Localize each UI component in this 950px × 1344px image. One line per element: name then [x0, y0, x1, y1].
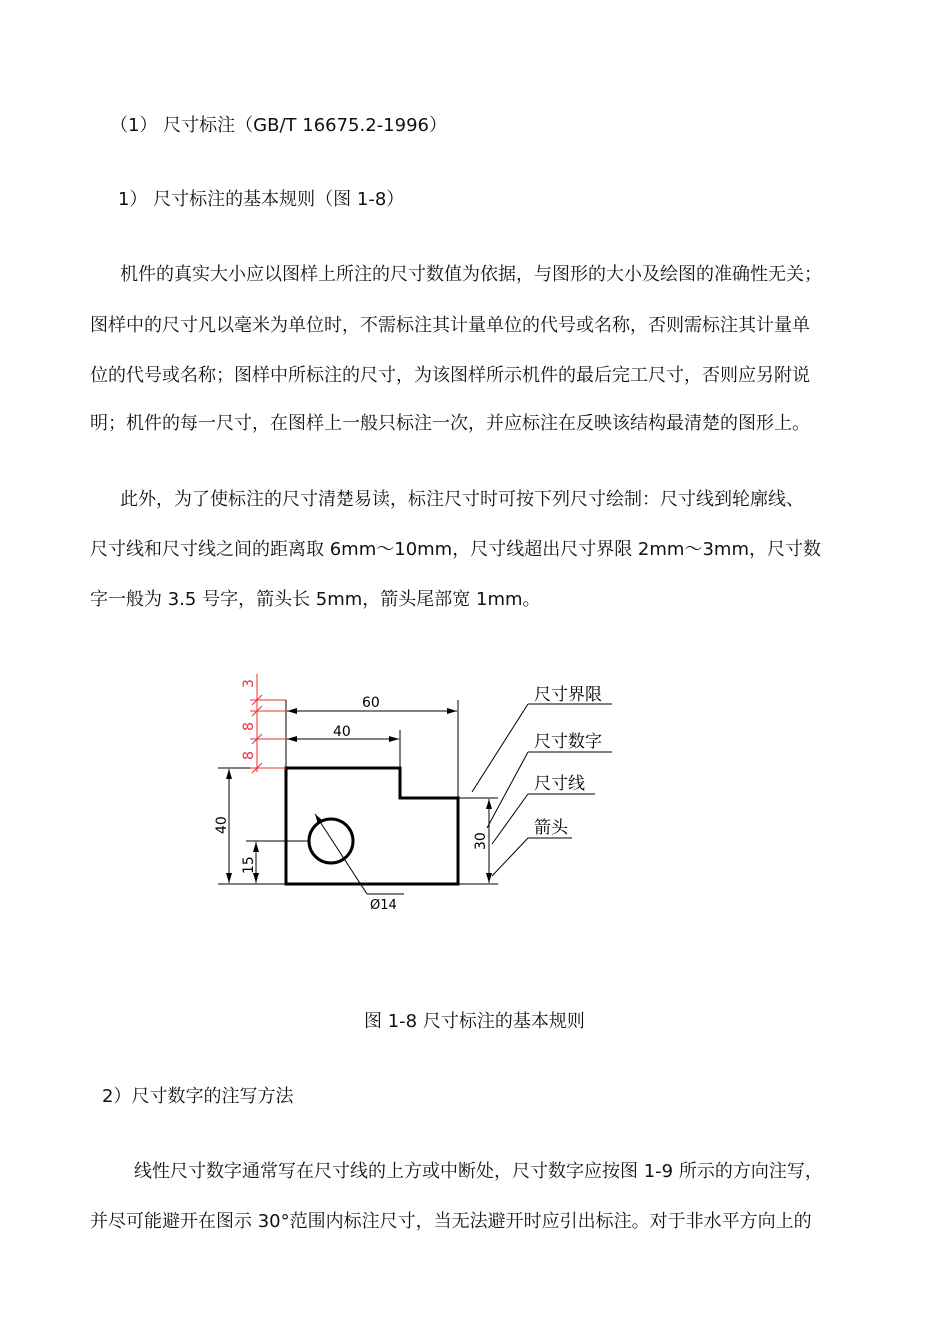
callout-line-label: 尺寸线 — [534, 774, 585, 794]
part-outline — [286, 768, 458, 884]
dimension-figure-svg — [200, 664, 640, 924]
dimension-15-label: 15 — [241, 856, 257, 874]
diameter-label: Ø14 — [370, 898, 397, 913]
paragraph-1-line-4: 明；机件的每一尺寸，在图样上一般只标注一次，并应标注在反映该结构最清楚的图形上。 — [90, 413, 810, 434]
callout-arrow-label: 箭头 — [534, 818, 568, 838]
section-heading-3: 2）尺寸数字的注写方法 — [102, 1086, 294, 1107]
dimension-60-label: 60 — [362, 695, 380, 711]
hole-circle — [309, 819, 353, 863]
paragraph-3-line-1: 线性尺寸数字通常写在尺寸线的上方或中断处，尺寸数字应按图 1-9 所示的方向注写， — [134, 1161, 823, 1182]
dimension-30-label: 30 — [473, 832, 489, 850]
paragraph-2-line-3: 字一般为 3.5 号字，箭头长 5mm，箭头尾部宽 1mm。 — [90, 589, 541, 610]
callout-number-label: 尺寸数字 — [534, 732, 602, 752]
paragraph-1-line-2: 图样中的尺寸凡以毫米为单位时，不需标注其计量单位的代号或名称，否则需标注其计量单 — [90, 315, 810, 336]
callout-boundary-label: 尺寸界限 — [534, 685, 602, 705]
paragraph-1-line-1: 机件的真实大小应以图样上所注的尺寸数值为依据，与图形的大小及绘图的准确性无关； — [120, 264, 822, 285]
red-label-8a: 8 — [241, 722, 257, 731]
callout-leader-line — [492, 794, 528, 844]
section-heading-2: 1） 尺寸标注的基本规则（图 1-8） — [118, 189, 405, 210]
red-label-3: 3 — [241, 679, 257, 688]
dimension-40-left-label: 40 — [214, 816, 230, 834]
callout-leader-number — [487, 752, 528, 828]
dimension-figure — [200, 664, 640, 924]
figure-caption: 图 1-8 尺寸标注的基本规则 — [364, 1011, 585, 1032]
dimension-40-top-label: 40 — [333, 724, 351, 740]
paragraph-1-line-3: 位的代号或名称；图样中所标注的尺寸，为该图样所示机件的最后完工尺寸，否则应另附说 — [90, 365, 810, 386]
callout-leader-boundary — [472, 704, 528, 792]
callout-leader-arrow — [492, 838, 528, 876]
section-heading-1: （1） 尺寸标注（GB/T 16675.2-1996） — [110, 115, 447, 136]
red-label-8b: 8 — [241, 751, 257, 760]
diameter-leader — [315, 814, 367, 894]
paragraph-2-line-2: 尺寸线和尺寸线之间的距离取 6mm～10mm，尺寸线超出尺寸界限 2mm～3mm，尺寸数 — [90, 539, 821, 560]
paragraph-2-line-1: 此外，为了使标注的尺寸清楚易读，标注尺寸时可按下列尺寸绘制：尺寸线到轮廓线、 — [120, 489, 804, 510]
paragraph-3-line-2: 并尽可能避开在图示 30°范围内标注尺寸，当无法避开时应引出标注。对于非水平方向上的 — [90, 1211, 812, 1232]
